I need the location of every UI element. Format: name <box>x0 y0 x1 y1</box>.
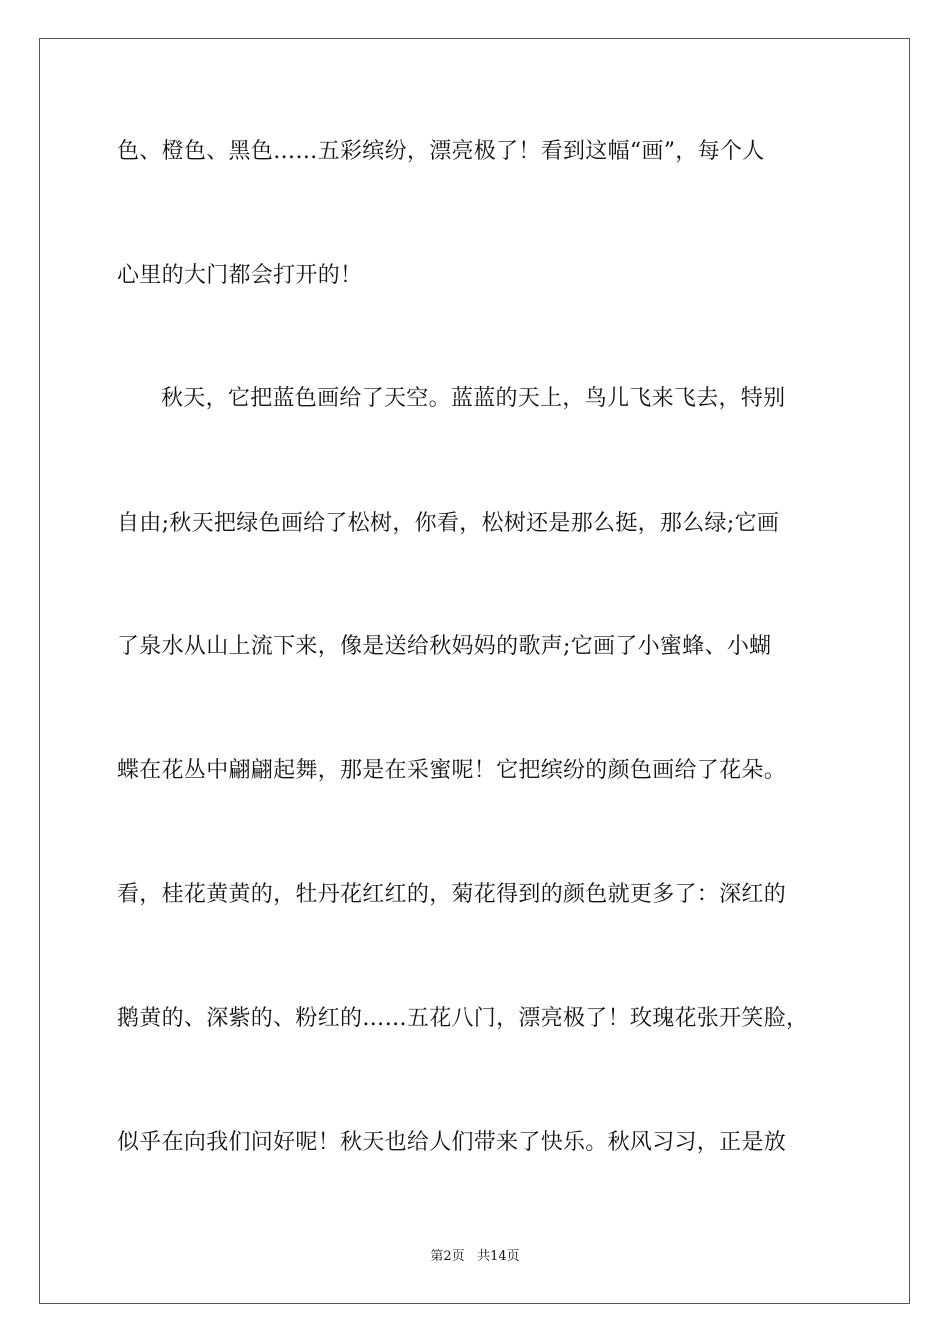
text-line-4: 自由;秋天把绿色画给了松树，你看，松树还是那么挺，那么绿;它画 <box>117 511 780 536</box>
text-line-2: 心里的大门都会打开的！ <box>117 263 363 288</box>
page-number: 第2页 <box>430 1249 465 1264</box>
page-frame <box>39 38 910 1304</box>
page-footer <box>0 1249 950 1265</box>
text-line-3: 秋天，它把蓝色画给了天空。蓝蓝的天上，鸟儿飞来飞去，特别 <box>161 386 786 411</box>
text-line-1: 色、橙色、黑色……五彩缤纷，漂亮极了！看到这幅“画”，每个人 <box>117 139 765 164</box>
page-total: 共14页 <box>477 1249 520 1264</box>
text-line-5: 了泉水从山上流下来，像是送给秋妈妈的歌声;它画了小蜜蜂、小蝴 <box>117 634 772 659</box>
text-line-8: 鹅黄的、深紫的、粉红的……五花八门，漂亮极了！玫瑰花张开笑脸， <box>117 1006 809 1031</box>
text-line-7: 看，桂花黄黄的，牡丹花红红的，菊花得到的颜色就更多了：深红的 <box>117 882 787 907</box>
text-line-9: 似乎在向我们问好呢！秋天也给人们带来了快乐。秋风习习，正是放 <box>117 1130 787 1155</box>
text-line-6: 蝶在花丛中翩翩起舞，那是在采蜜呢！它把缤纷的颜色画给了花朵。 <box>117 758 787 783</box>
